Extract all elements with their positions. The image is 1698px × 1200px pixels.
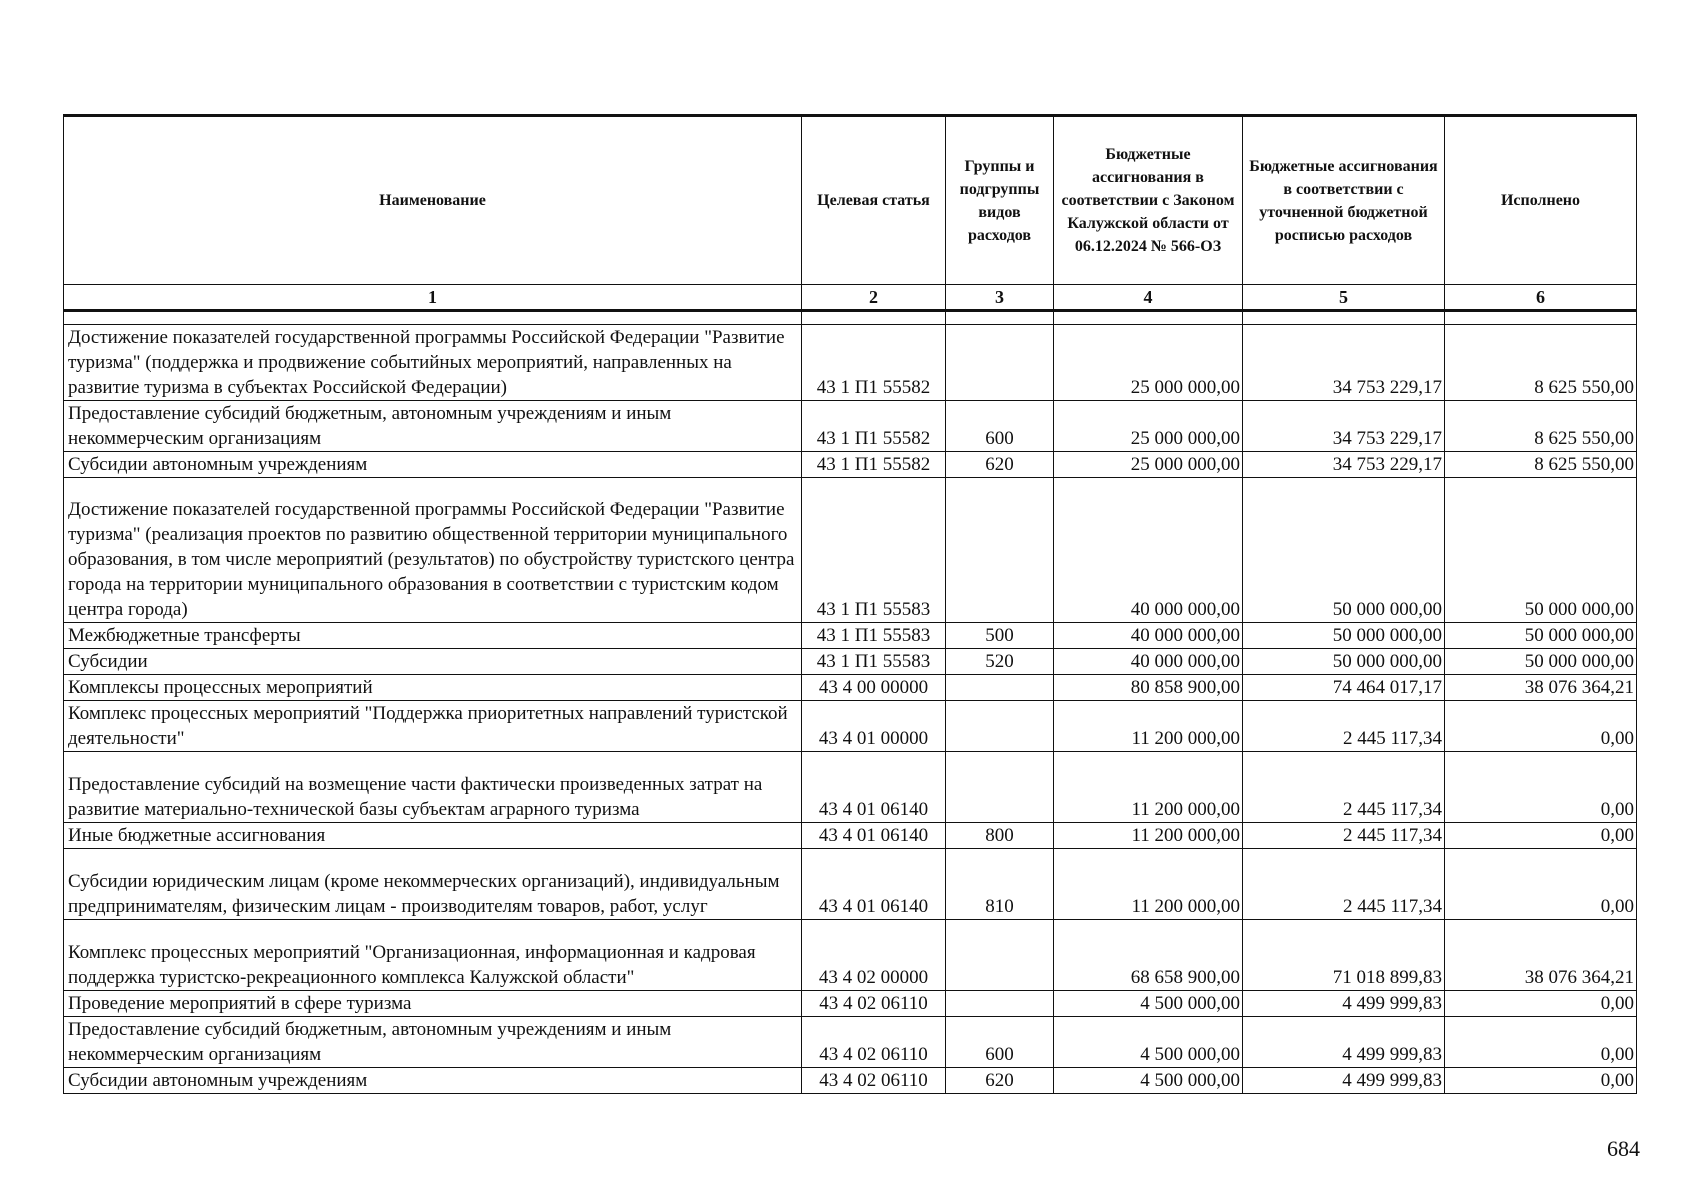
column-number: 3 [946, 285, 1054, 311]
header-row [64, 116, 1637, 285]
cell-expense-group [946, 478, 1054, 623]
cell-name: Проведение мероприятий в сфере туризма [64, 991, 802, 1017]
cell-executed: 50 000 000,00 [1445, 649, 1637, 675]
cell-target-article: 43 4 02 06110 [802, 1068, 946, 1094]
cell-law-allocation: 11 200 000,00 [1054, 849, 1243, 920]
cell-name: Предоставление субсидий на возмещение части фактически произведенных затрат на развитие материально-технической базы субъектам аграрного туризма [64, 752, 802, 823]
cell-target-article: 43 1 П1 55582 [802, 401, 946, 452]
cell-expense-group: 810 [946, 849, 1054, 920]
cell-law-allocation: 11 200 000,00 [1054, 823, 1243, 849]
cell-executed: 50 000 000,00 [1445, 623, 1637, 649]
cell-expense-group: 500 [946, 623, 1054, 649]
table-row [64, 452, 1637, 478]
column-number: 5 [1243, 285, 1445, 311]
cell-law-allocation: 11 200 000,00 [1054, 752, 1243, 823]
cell-name: Межбюджетные трансферты [64, 623, 802, 649]
cell-target-article: 43 4 02 06110 [802, 1017, 946, 1068]
cell-executed: 0,00 [1445, 823, 1637, 849]
cell-refined-allocation: 4 499 999,83 [1243, 1017, 1445, 1068]
column-number-row [64, 285, 1637, 311]
cell-expense-group: 600 [946, 401, 1054, 452]
cell-executed: 50 000 000,00 [1445, 478, 1637, 623]
table-row [64, 849, 1637, 920]
cell-name: Предоставление субсидий бюджетным, автономным учреждениям и иным некоммерческим организациям [64, 1017, 802, 1068]
cell-law-allocation: 25 000 000,00 [1054, 325, 1243, 401]
cell-name: Субсидии [64, 649, 802, 675]
cell-expense-group [946, 991, 1054, 1017]
cell-name: Иные бюджетные ассигнования [64, 823, 802, 849]
cell-refined-allocation: 2 445 117,34 [1243, 752, 1445, 823]
header-expense-groups: Группы и подгруппы видов расходов [946, 116, 1054, 285]
cell-executed: 8 625 550,00 [1445, 452, 1637, 478]
table-header [64, 116, 1637, 311]
cell-name: Комплекс процессных мероприятий "Поддержка приоритетных направлений туристской деятельности" [64, 701, 802, 752]
cell-executed: 0,00 [1445, 752, 1637, 823]
cell-target-article: 43 1 П1 55583 [802, 649, 946, 675]
cell-expense-group: 620 [946, 1068, 1054, 1094]
table-row [64, 649, 1637, 675]
table-row [64, 325, 1637, 401]
header-name: Наименование [64, 116, 802, 285]
table-row [64, 823, 1637, 849]
cell-refined-allocation: 74 464 017,17 [1243, 675, 1445, 701]
cell-expense-group: 800 [946, 823, 1054, 849]
table-row [64, 701, 1637, 752]
table-body [64, 311, 1637, 1094]
cell-target-article: 43 4 01 06140 [802, 823, 946, 849]
cell-executed: 8 625 550,00 [1445, 401, 1637, 452]
cell-expense-group: 620 [946, 452, 1054, 478]
cell-law-allocation: 40 000 000,00 [1054, 649, 1243, 675]
cell-name: Субсидии автономным учреждениям [64, 1068, 802, 1094]
cell-expense-group [946, 325, 1054, 401]
cell-name: Комплексы процессных мероприятий [64, 675, 802, 701]
cell-target-article: 43 1 П1 55582 [802, 325, 946, 401]
cell-refined-allocation: 50 000 000,00 [1243, 623, 1445, 649]
table-row [64, 675, 1637, 701]
cell-target-article: 43 4 01 06140 [802, 752, 946, 823]
cell-expense-group [946, 675, 1054, 701]
cell-expense-group [946, 752, 1054, 823]
column-number: 6 [1445, 285, 1637, 311]
page-number: 684 [1607, 1136, 1640, 1161]
cell-refined-allocation: 34 753 229,17 [1243, 452, 1445, 478]
cell-law-allocation: 25 000 000,00 [1054, 401, 1243, 452]
cell-name: Достижение показателей государственной программы Российской Федерации "Развитие туризма" (поддержка и продвижение событийных мероприятий, направленных на развитие туризма в субъектах Российской Федерации) [64, 325, 802, 401]
cell-refined-allocation: 71 018 899,83 [1243, 920, 1445, 991]
budget-table [63, 114, 1637, 1094]
table-row [64, 920, 1637, 991]
cell-expense-group: 600 [946, 1017, 1054, 1068]
table-row [64, 1017, 1637, 1068]
cell-name: Комплекс процессных мероприятий "Организационная, информационная и кадровая поддержка туристско-рекреационного комплекса Калужской области" [64, 920, 802, 991]
header-executed: Исполнено [1445, 116, 1637, 285]
cell-executed: 38 076 364,21 [1445, 675, 1637, 701]
cell-law-allocation: 80 858 900,00 [1054, 675, 1243, 701]
cell-refined-allocation: 2 445 117,34 [1243, 849, 1445, 920]
cell-refined-allocation: 4 499 999,83 [1243, 991, 1445, 1017]
table-row [64, 752, 1637, 823]
column-number: 2 [802, 285, 946, 311]
cell-refined-allocation: 2 445 117,34 [1243, 701, 1445, 752]
cell-refined-allocation: 34 753 229,17 [1243, 325, 1445, 401]
cell-executed: 0,00 [1445, 701, 1637, 752]
header-law-allocations: Бюджетные ассигнования в соответствии с Законом Калужской области от 06.12.2024 № 566-ОЗ [1054, 116, 1243, 285]
cell-target-article: 43 4 00 00000 [802, 675, 946, 701]
cell-refined-allocation: 50 000 000,00 [1243, 478, 1445, 623]
cell-expense-group [946, 701, 1054, 752]
table-row [64, 401, 1637, 452]
cell-law-allocation: 4 500 000,00 [1054, 1068, 1243, 1094]
cell-target-article: 43 1 П1 55582 [802, 452, 946, 478]
cell-refined-allocation: 50 000 000,00 [1243, 649, 1445, 675]
cell-law-allocation: 11 200 000,00 [1054, 701, 1243, 752]
table-row [64, 1068, 1637, 1094]
cell-name: Субсидии юридическим лицам (кроме некоммерческих организаций), индивидуальным предпринимателям, физическим лицам - производителям товаров, работ, услуг [64, 849, 802, 920]
cell-target-article: 43 4 02 06110 [802, 991, 946, 1017]
cell-executed: 0,00 [1445, 1068, 1637, 1094]
cell-executed: 8 625 550,00 [1445, 325, 1637, 401]
cell-refined-allocation: 4 499 999,83 [1243, 1068, 1445, 1094]
cell-refined-allocation: 34 753 229,17 [1243, 401, 1445, 452]
cell-target-article: 43 4 01 00000 [802, 701, 946, 752]
cell-law-allocation: 25 000 000,00 [1054, 452, 1243, 478]
cell-expense-group: 520 [946, 649, 1054, 675]
cell-executed: 0,00 [1445, 991, 1637, 1017]
header-target-article: Целевая статья [802, 116, 946, 285]
cell-executed: 0,00 [1445, 1017, 1637, 1068]
cell-target-article: 43 1 П1 55583 [802, 478, 946, 623]
cell-name: Субсидии автономным учреждениям [64, 452, 802, 478]
table-spacer-row [64, 311, 1637, 325]
table-row [64, 478, 1637, 623]
cell-name: Предоставление субсидий бюджетным, автономным учреждениям и иным некоммерческим организациям [64, 401, 802, 452]
cell-target-article: 43 4 01 06140 [802, 849, 946, 920]
cell-law-allocation: 68 658 900,00 [1054, 920, 1243, 991]
cell-target-article: 43 4 02 00000 [802, 920, 946, 991]
cell-law-allocation: 4 500 000,00 [1054, 991, 1243, 1017]
cell-expense-group [946, 920, 1054, 991]
cell-law-allocation: 40 000 000,00 [1054, 478, 1243, 623]
cell-refined-allocation: 2 445 117,34 [1243, 823, 1445, 849]
table-row [64, 991, 1637, 1017]
cell-target-article: 43 1 П1 55583 [802, 623, 946, 649]
column-number: 1 [64, 285, 802, 311]
cell-name: Достижение показателей государственной программы Российской Федерации "Развитие туризма" (реализация проектов по развитию общественной территории муниципального образования, в том числе мероприятий (результатов) по обустройству туристского центра города на территории муниципального образования в соответствии с туристским кодом центра города) [64, 478, 802, 623]
cell-executed: 38 076 364,21 [1445, 920, 1637, 991]
cell-law-allocation: 4 500 000,00 [1054, 1017, 1243, 1068]
cell-executed: 0,00 [1445, 849, 1637, 920]
table-row [64, 623, 1637, 649]
cell-law-allocation: 40 000 000,00 [1054, 623, 1243, 649]
column-number: 4 [1054, 285, 1243, 311]
header-refined-allocations: Бюджетные ассигнования в соответствии с уточненной бюджетной росписью расходов [1243, 116, 1445, 285]
